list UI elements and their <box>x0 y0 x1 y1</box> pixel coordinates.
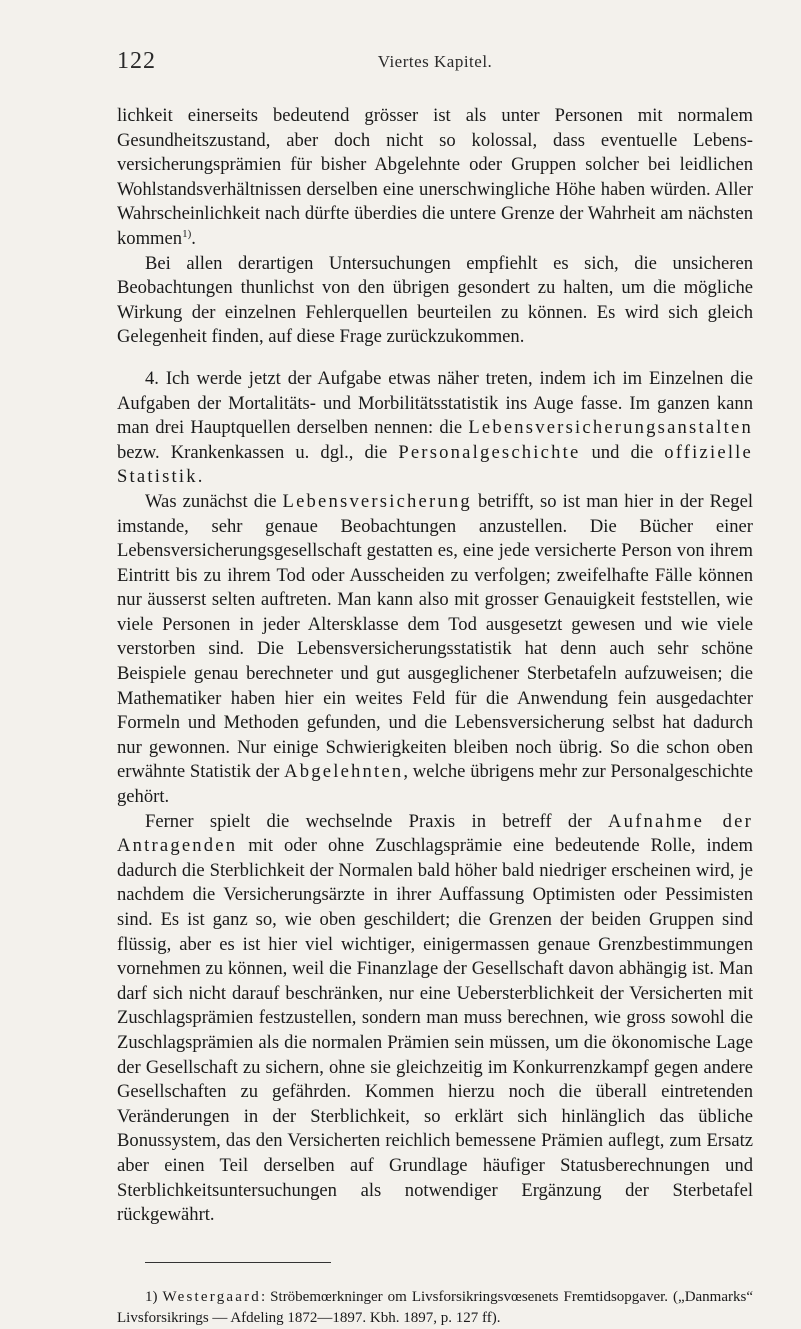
paragraph-3-text-c: und die <box>580 441 665 463</box>
footnote-reference: 1) <box>182 227 192 240</box>
paragraph-1 <box>117 104 753 252</box>
footnote-divider <box>145 1262 331 1263</box>
emphasis-aufnahme-der-antragenden: Aufnahme der Antragenden <box>117 810 753 857</box>
emphasis-personalgeschichte: Personalgeschichte <box>398 441 581 463</box>
paragraph-5-text-a: Ferner spielt die wechselnde Praxis in betreff der <box>145 810 609 832</box>
emphasis-abgelehnten: Abgelehnten <box>284 761 404 783</box>
emphasis-offizielle-statistik: offizielle Statistik <box>117 441 754 488</box>
chapter-title: Viertes Kapitel. <box>377 52 493 71</box>
emphasis-lebensversicherungsanstalten: Lebensversicherungsanstalten <box>468 417 753 439</box>
book-page <box>117 48 753 1329</box>
footnote-author: Westergaard <box>162 1288 262 1305</box>
paragraph-4-text-b: betrifft, so ist man hier in der Regel imstande, sehr genaue Beobachtungen anzustellen. Die Bücher einer Lebensversicherungsgesellschaft gestatten es, eine jede versicherte Person von ihrem Eintritt bis zu ihrem Tod oder Ausscheiden zu verfolgen; zweifelhafte Fälle können nur äusserst selten auftreten. Man kann also mit grosser Genauigkeit feststellen, wie viele Personen in jeder Altersklasse dem Tod ausgesetzt gewesen und wie viele verstorben sind. Die Lebensversicherungsstatistik hat denn auch sehr schöne Beispiele genau berechneter und gut ausgeglichener Sterbetafeln aufzuweisen; die Mathematiker haben hier ein weites Feld für die Anwendung fein ausgedachter Formeln und Methoden gefunden, und die Lebensversicherung selbst hat dadurch nur gewonnen. Nur einige Schwierigkeiten bleiben noch übrig. So die schon oben erwähnte Statistik der <box>117 490 754 783</box>
paragraph-3-text-a: 4. Ich werde jetzt der Aufgabe etwas näher treten, indem ich im Einzelnen die Aufgaben der Mortalitäts- und Morbilitätsstatistik ins Auge fasse. Im ganzen kann man drei Hauptquellen derselben nennen: die <box>117 367 753 439</box>
paragraph-4-text-c: , welche übrigens mehr zur Personalgeschichte gehört. <box>117 761 753 808</box>
paragraph-5 <box>117 810 753 1228</box>
paragraph-3 <box>117 367 753 490</box>
running-head <box>117 48 753 78</box>
page-number: 122 <box>117 48 156 74</box>
paragraph-4-text-a: Was zunächst die <box>145 490 283 512</box>
footnote <box>117 1287 753 1329</box>
paragraph-1-text: lichkeit einerseits bedeutend grösser ist als unter Personen mit normalem Gesundheitszustand, aber doch nicht so kolossal, dass eventuelle Lebens-versicherungsprämien für bisher Abgelehnte oder Gruppen solcher bei leidlichen Wohlstandsverhältnissen derselben eine unerschwingliche Höhe haben würden. Aller Wahrscheinlichkeit nach dürfte überdies die untere Grenze der Wahrheit am nächsten kommen <box>117 105 753 249</box>
paragraph-5-text-b: mit oder ohne Zuschlagsprämie eine bedeutende Rolle, indem dadurch die Sterblichkeit der Normalen bald höher bald niedriger erscheinen wird, je nachdem die Versicherungsärzte in ihrer Auffassung Optimisten oder Pessimisten sind. Es ist ganz so, wie oben geschildert; die Grenzen der beiden Gruppen sind flüssig, aber es ist hier viel wichtiger, einigermassen genaue Grenzbestimmungen vornehmen zu können, weil die Finanzlage der Gesellschaft davon abhängig ist. Man darf sich nicht darauf beschränken, nur eine Uebersterblichkeit der Versicherten mit Zuschlagsprämien festzustellen, sondern man muss berechnen, wie gross sowohl die Zuschlagsprämien als die normalen Prämien sein müssen, um die ökonomische Lage der Gesellschaft zu sichern, ohne sie gleichzeitig im Konkurrenzkampf gegen andere Gesellschaften zu gefährden. Kommen hierzu noch die überall eintretenden Veränderungen in der Sterblichkeit, so erklärt sich hinlänglich das übliche Bonussystem, das den Versicherten reichlich bemessene Prämien auflegt, zum Ersatz aber einen Teil derselben auf Grundlage häufiger Statusberechnungen und Sterblichkeitsuntersuchungen als notwendiger Ergänzung der Sterbetafel rückgewährt. <box>117 835 753 1226</box>
paragraph-1-end: . <box>191 227 196 249</box>
paragraph-2: Bei allen derartigen Untersuchungen empfiehlt es sich, die unsicheren Beobachtungen thunlichst von den übrigen gesondert zu halten, um die mögliche Wirkung der einzelnen Fehlerquellen beurteilen zu können. Es wird sich gleich Gelegenheit finden, auf diese Frage zurückzukommen. <box>117 252 753 348</box>
footnote-marker: 1) <box>145 1288 158 1305</box>
emphasis-lebensversicherung: Lebensversicherung <box>282 490 472 512</box>
paragraph-3-text-b: bezw. Krankenkassen u. dgl., die <box>117 441 399 463</box>
footnote-text: : Ströbemœrkninger om Livsforsikringsvœsenets Fremtidsopgaver. („Danmarks“ Livsforsikrings — Afdeling 1872—1897. Kbh. 1897, p. 127 ff). <box>117 1288 753 1326</box>
paragraph-4 <box>117 490 753 810</box>
paragraph-3-text-d: . <box>197 466 203 488</box>
body-text <box>117 104 753 1228</box>
